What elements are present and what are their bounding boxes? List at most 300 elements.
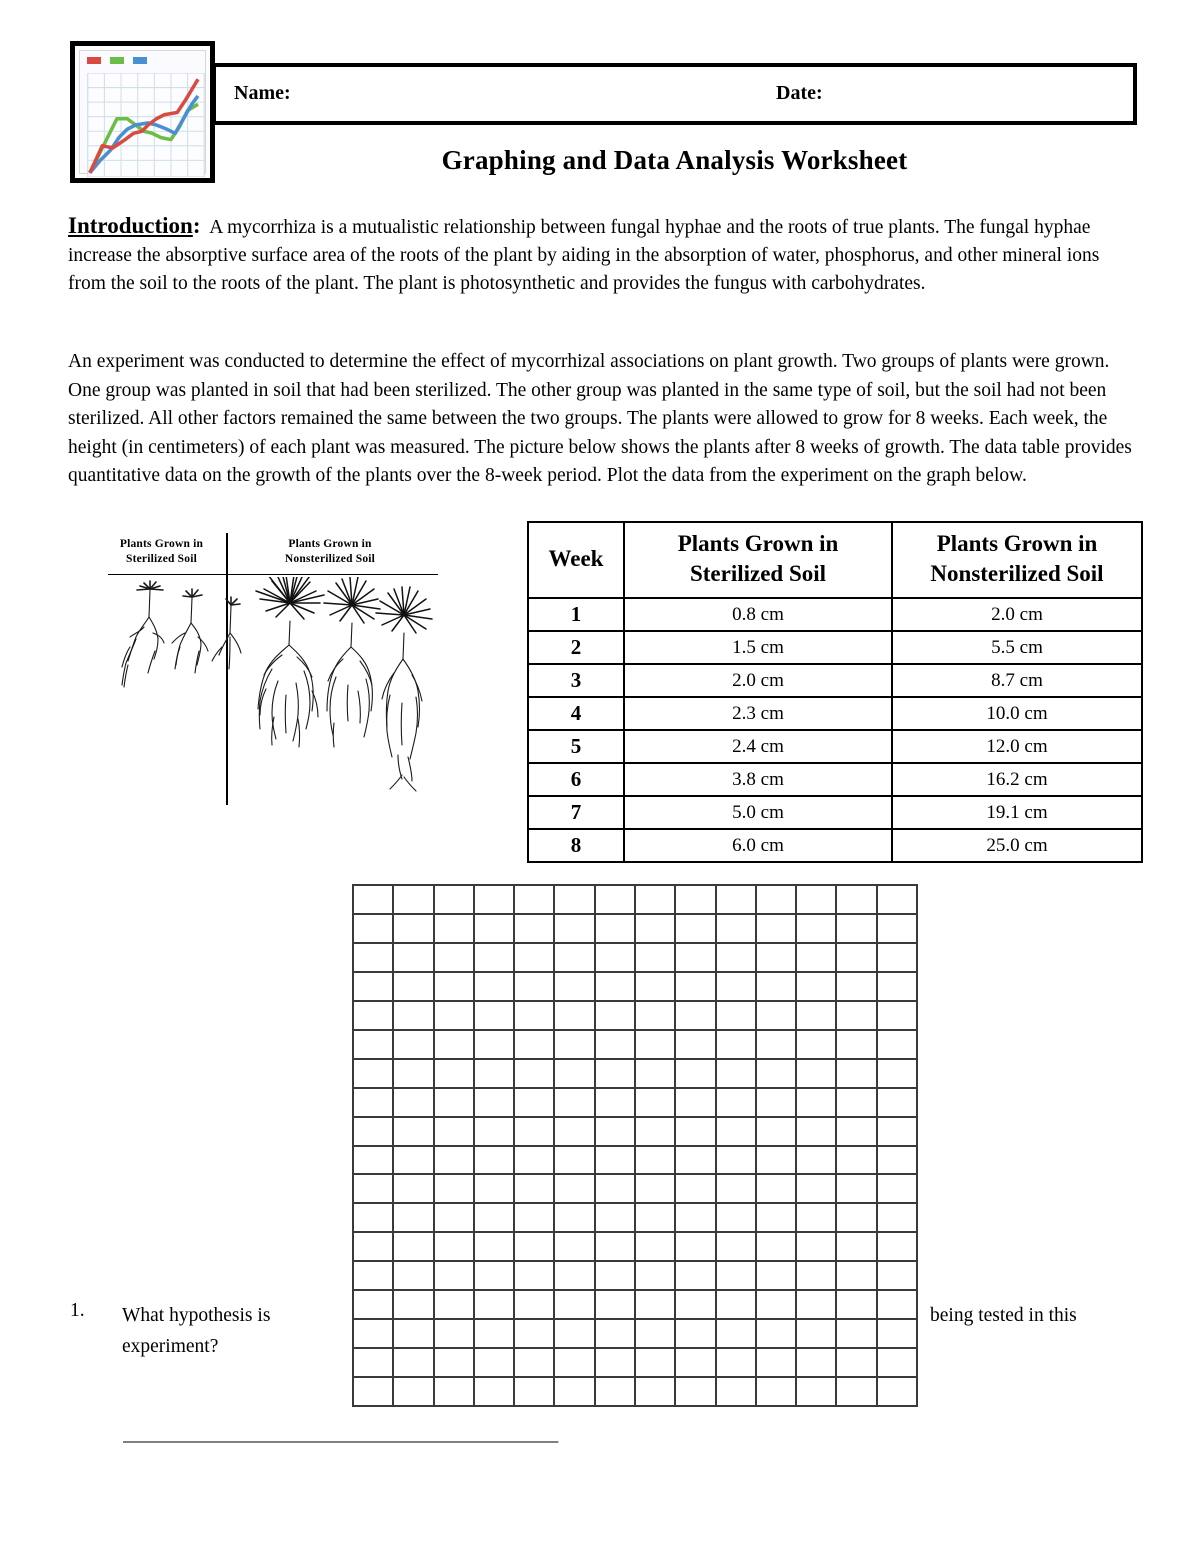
cell-nonsterilized: 19.1 cm: [892, 796, 1142, 829]
grid-cell[interactable]: [837, 1147, 877, 1176]
grid-cell[interactable]: [878, 1378, 918, 1407]
grid-cell[interactable]: [394, 1118, 434, 1147]
page-title: Graphing and Data Analysis Worksheet: [441, 145, 908, 175]
grid-cell[interactable]: [435, 1291, 475, 1320]
question-1-answer-line[interactable]: _______________________________________________: [123, 1424, 558, 1445]
grid-cell[interactable]: [394, 1060, 434, 1089]
grid-cell[interactable]: [837, 944, 877, 973]
grid-cell[interactable]: [435, 1118, 475, 1147]
cell-sterilized: 5.0 cm: [624, 796, 892, 829]
grid-cell[interactable]: [515, 1175, 555, 1204]
grid-cell[interactable]: [636, 1320, 676, 1349]
grid-cell[interactable]: [555, 886, 595, 915]
name-label: Name:: [234, 82, 291, 104]
grid-cell[interactable]: [555, 1378, 595, 1407]
grid-cell[interactable]: [555, 1349, 595, 1378]
grid-cell[interactable]: [676, 1233, 716, 1262]
grid-cell[interactable]: [717, 1118, 757, 1147]
grid-cell[interactable]: [878, 1233, 918, 1262]
grid-cell[interactable]: [636, 1002, 676, 1031]
grid-cell[interactable]: [636, 1147, 676, 1176]
grid-cell[interactable]: [717, 915, 757, 944]
grid-cell[interactable]: [636, 1031, 676, 1060]
grid-cell[interactable]: [394, 886, 434, 915]
grid-cell[interactable]: [354, 1175, 394, 1204]
grid-cell[interactable]: [797, 1291, 837, 1320]
table-row: [528, 598, 1142, 631]
cell-sterilized: 2.3 cm: [624, 697, 892, 730]
grid-cell[interactable]: [475, 1378, 515, 1407]
cell-nonsterilized: 25.0 cm: [892, 829, 1142, 862]
grid-cell[interactable]: [475, 1291, 515, 1320]
grid-cell[interactable]: [354, 1204, 394, 1233]
grid-cell[interactable]: [596, 1060, 636, 1089]
grid-cell[interactable]: [797, 1031, 837, 1060]
grid-cell[interactable]: [757, 1320, 797, 1349]
grid-cell[interactable]: [475, 1204, 515, 1233]
grid-cell[interactable]: [757, 1262, 797, 1291]
grid-cell[interactable]: [878, 1147, 918, 1176]
grid-cell[interactable]: [515, 973, 555, 1002]
grid-cell[interactable]: [435, 1320, 475, 1349]
grid-cell[interactable]: [515, 915, 555, 944]
grid-cell[interactable]: [878, 1262, 918, 1291]
cell-nonsterilized: 10.0 cm: [892, 697, 1142, 730]
cell-nonsterilized: 12.0 cm: [892, 730, 1142, 763]
grid-cell[interactable]: [555, 1262, 595, 1291]
grid-cell[interactable]: [435, 1378, 475, 1407]
grid-cell[interactable]: [676, 973, 716, 1002]
grid-cell[interactable]: [878, 1089, 918, 1118]
grid-cell[interactable]: [797, 1089, 837, 1118]
grid-cell[interactable]: [394, 1349, 434, 1378]
grid-cell[interactable]: [394, 944, 434, 973]
cell-sterilized: 1.5 cm: [624, 631, 892, 664]
grid-cell[interactable]: [757, 1291, 797, 1320]
grid-cell[interactable]: [837, 1089, 877, 1118]
figure-header-rule: [108, 574, 438, 575]
grid-cell[interactable]: [636, 1349, 676, 1378]
grid-cell[interactable]: [596, 1089, 636, 1118]
cell-sterilized: 3.8 cm: [624, 763, 892, 796]
grid-cell[interactable]: [797, 1378, 837, 1407]
grid-cell[interactable]: [475, 1147, 515, 1176]
cell-week: 3: [528, 664, 624, 697]
grid-cell[interactable]: [475, 1031, 515, 1060]
grid-cell[interactable]: [636, 1378, 676, 1407]
grid-cell[interactable]: [676, 1175, 716, 1204]
grid-cell[interactable]: [435, 1262, 475, 1291]
experiment-paragraph: An experiment was conducted to determine the effect of mycorrhizal associations on plant growth. Two groups of plants were grown. One group was planted in soil that had been sterilized. The other group was planted in the same type of soil, but the soil had not been sterilized. All other factors remained the same between the two groups. The plants were allowed to grow for 8 weeks. Each week, the height (in centimeters) of each plant was measured. The picture below shows the plants after 8 weeks of growth. The data table provides quantitative data on the growth of the plants over the 8-week period. Plot the data from the experiment on the graph below.: [68, 351, 1132, 486]
grid-cell[interactable]: [878, 1060, 918, 1089]
grid-cell[interactable]: [354, 944, 394, 973]
graph-logo-icon: [70, 41, 215, 183]
grid-cell[interactable]: [636, 1291, 676, 1320]
grid-cell[interactable]: [676, 1060, 716, 1089]
grid-cell[interactable]: [354, 1060, 394, 1089]
grid-cell[interactable]: [717, 1175, 757, 1204]
grid-cell[interactable]: [676, 1291, 716, 1320]
grid-cell[interactable]: [515, 1118, 555, 1147]
introduction-paragraph: [68, 212, 1133, 298]
grid-cell[interactable]: [394, 973, 434, 1002]
grid-cell[interactable]: [354, 1291, 394, 1320]
grid-cell[interactable]: [354, 1031, 394, 1060]
cell-sterilized: 6.0 cm: [624, 829, 892, 862]
grid-cell[interactable]: [515, 1349, 555, 1378]
grid-cell[interactable]: [757, 1031, 797, 1060]
grid-cell[interactable]: [475, 973, 515, 1002]
grid-cell[interactable]: [797, 886, 837, 915]
date-label: Date:: [776, 82, 823, 104]
grid-cell[interactable]: [757, 1378, 797, 1407]
grid-cell[interactable]: [354, 1002, 394, 1031]
grid-cell[interactable]: [596, 973, 636, 1002]
grid-cell[interactable]: [475, 1349, 515, 1378]
grid-cell[interactable]: [515, 1378, 555, 1407]
grid-cell[interactable]: [636, 1089, 676, 1118]
introduction-body: A mycorrhiza is a mutualistic relationship between fungal hyphae and the roots of true plants. The fungal hyphae increase the absorptive surface area of the roots of the plant by aiding in the absorption of water, phosphorus, and other mineral ions from the soil to the roots of the plant. The plant is photosynthetic and provides the fungus with carbohydrates.: [68, 217, 1100, 294]
grid-cell[interactable]: [354, 1349, 394, 1378]
grid-cell[interactable]: [837, 973, 877, 1002]
grid-cell[interactable]: [757, 1060, 797, 1089]
grid-cell[interactable]: [394, 1204, 434, 1233]
grid-cell[interactable]: [394, 1378, 434, 1407]
grid-cell[interactable]: [837, 886, 877, 915]
grid-cell[interactable]: [757, 1002, 797, 1031]
grid-cell[interactable]: [878, 1349, 918, 1378]
grid-cell[interactable]: [636, 1204, 676, 1233]
grid-cell[interactable]: [837, 1031, 877, 1060]
grid-cell[interactable]: [797, 915, 837, 944]
grid-cell[interactable]: [636, 1060, 676, 1089]
legend-swatch-blue: [133, 57, 147, 64]
grid-cell[interactable]: [394, 1147, 434, 1176]
grid-cell[interactable]: [435, 1349, 475, 1378]
grid-cell[interactable]: [837, 915, 877, 944]
grid-cell[interactable]: [435, 1002, 475, 1031]
grid-cell[interactable]: [555, 1175, 595, 1204]
grid-cell[interactable]: [797, 1204, 837, 1233]
table-row: [528, 829, 1142, 862]
grid-cell[interactable]: [475, 1262, 515, 1291]
cell-nonsterilized: 5.5 cm: [892, 631, 1142, 664]
grid-cell[interactable]: [757, 1118, 797, 1147]
grid-cell[interactable]: [394, 1262, 434, 1291]
grid-cell[interactable]: [636, 944, 676, 973]
grid-cell[interactable]: [757, 973, 797, 1002]
grid-cell[interactable]: [354, 1262, 394, 1291]
grid-cell[interactable]: [717, 973, 757, 1002]
grid-cell[interactable]: [435, 915, 475, 944]
grid-cell[interactable]: [676, 915, 716, 944]
grid-cell[interactable]: [837, 1349, 877, 1378]
grid-cell[interactable]: [636, 915, 676, 944]
grid-cell[interactable]: [596, 1175, 636, 1204]
grid-cell[interactable]: [596, 1378, 636, 1407]
grid-cell[interactable]: [515, 1262, 555, 1291]
question-1-text-right: being tested in this: [930, 1305, 1077, 1326]
cell-week: 5: [528, 730, 624, 763]
grid-cell[interactable]: [837, 1378, 877, 1407]
grid-cell[interactable]: [354, 973, 394, 1002]
grid-cell[interactable]: [757, 915, 797, 944]
grid-cell[interactable]: [475, 1233, 515, 1262]
grid-cell[interactable]: [878, 1204, 918, 1233]
grid-cell[interactable]: [354, 1089, 394, 1118]
grid-cell[interactable]: [394, 1175, 434, 1204]
plant-comparison-figure: [100, 533, 445, 813]
grid-cell[interactable]: [676, 1147, 716, 1176]
figure-label-sterilized: Plants Grown in Sterilized Soil: [119, 538, 204, 565]
grid-cell[interactable]: [717, 1349, 757, 1378]
grid-cell[interactable]: [837, 1175, 877, 1204]
legend-swatch-red: [87, 57, 101, 64]
grid-cell[interactable]: [394, 1291, 434, 1320]
cell-week: 1: [528, 598, 624, 631]
grid-cell[interactable]: [797, 1349, 837, 1378]
grid-cell[interactable]: [435, 1233, 475, 1262]
table-row: [528, 697, 1142, 730]
grid-cell[interactable]: [797, 1002, 837, 1031]
grid-cell[interactable]: [878, 1320, 918, 1349]
grid-cell[interactable]: [837, 1262, 877, 1291]
table-body: [528, 598, 1142, 862]
cell-week: 2: [528, 631, 624, 664]
logo-chart-face: [79, 50, 206, 174]
grid-cell[interactable]: [797, 1262, 837, 1291]
blank-graph-grid[interactable]: [352, 884, 918, 1407]
grid-cell[interactable]: [475, 915, 515, 944]
grid-cell[interactable]: [878, 973, 918, 1002]
grid-cell[interactable]: [596, 915, 636, 944]
grid-cell[interactable]: [717, 1089, 757, 1118]
table-row: [528, 763, 1142, 796]
column-header-week: Week: [528, 522, 624, 598]
grid-cell[interactable]: [878, 1175, 918, 1204]
grid-cell[interactable]: [717, 1378, 757, 1407]
grid-cell[interactable]: [394, 1002, 434, 1031]
grid-cell[interactable]: [878, 886, 918, 915]
grid-cell[interactable]: [354, 1320, 394, 1349]
grid-cell[interactable]: [394, 1233, 434, 1262]
grid-cell[interactable]: [797, 944, 837, 973]
grid-cell[interactable]: [636, 886, 676, 915]
grid-cell[interactable]: [676, 1320, 716, 1349]
grid-cell[interactable]: [515, 1204, 555, 1233]
grid-cell[interactable]: [555, 1291, 595, 1320]
grid-cell[interactable]: [797, 1233, 837, 1262]
grid-cell[interactable]: [596, 1291, 636, 1320]
grid-cell[interactable]: [636, 1262, 676, 1291]
grid-cell[interactable]: [596, 1233, 636, 1262]
grid-cell[interactable]: [676, 944, 716, 973]
grid-cell[interactable]: [837, 1320, 877, 1349]
grid-cell[interactable]: [837, 1204, 877, 1233]
grid-cell[interactable]: [596, 1320, 636, 1349]
grid-cell[interactable]: [394, 915, 434, 944]
grid-cell[interactable]: [676, 1002, 716, 1031]
name-date-box[interactable]: [212, 63, 1137, 125]
grid-cell[interactable]: [555, 1060, 595, 1089]
grid-cell[interactable]: [878, 1118, 918, 1147]
grid-cell[interactable]: [555, 1089, 595, 1118]
grid-cell[interactable]: [475, 944, 515, 973]
grid-cell[interactable]: [435, 886, 475, 915]
grid-cell[interactable]: [878, 944, 918, 973]
grid-cell[interactable]: [757, 1175, 797, 1204]
grid-cell[interactable]: [475, 886, 515, 915]
grid-cell[interactable]: [596, 886, 636, 915]
grid-cell[interactable]: [596, 1031, 636, 1060]
grid-cell[interactable]: [515, 1320, 555, 1349]
table-row: [528, 730, 1142, 763]
cell-week: 7: [528, 796, 624, 829]
grid-cell[interactable]: [394, 1031, 434, 1060]
grid-cell[interactable]: [555, 1147, 595, 1176]
grid-cell[interactable]: [515, 1060, 555, 1089]
grid-cell[interactable]: [636, 1233, 676, 1262]
grid-cell[interactable]: [837, 1118, 877, 1147]
question-1-number: 1.: [70, 1300, 85, 1321]
grid-cell[interactable]: [435, 1060, 475, 1089]
grid-cell[interactable]: [837, 1002, 877, 1031]
grid-cell[interactable]: [555, 973, 595, 1002]
grid-cell[interactable]: [717, 1147, 757, 1176]
grid-cell[interactable]: [717, 1204, 757, 1233]
cell-nonsterilized: 16.2 cm: [892, 763, 1142, 796]
grid-cell[interactable]: [797, 1147, 837, 1176]
grid-cell[interactable]: [555, 1002, 595, 1031]
grid-cell[interactable]: [475, 1002, 515, 1031]
grid-cell[interactable]: [757, 1204, 797, 1233]
grid-cell[interactable]: [797, 973, 837, 1002]
grid-cell[interactable]: [596, 1349, 636, 1378]
grid-cell[interactable]: [515, 1002, 555, 1031]
grid-cell[interactable]: [676, 1031, 716, 1060]
grid-cell[interactable]: [394, 1320, 434, 1349]
cell-sterilized: 2.4 cm: [624, 730, 892, 763]
grid-cell[interactable]: [515, 1089, 555, 1118]
grid-cell[interactable]: [475, 1175, 515, 1204]
question-1-line1: What hypothesis is: [122, 1305, 271, 1326]
grid-cell[interactable]: [676, 1378, 716, 1407]
grid-cell[interactable]: [555, 1204, 595, 1233]
grid-cell[interactable]: [636, 1118, 676, 1147]
grid-cell[interactable]: [676, 886, 716, 915]
grid-cell[interactable]: [757, 1147, 797, 1176]
grid-cell[interactable]: [555, 1031, 595, 1060]
grid-cell[interactable]: [475, 1118, 515, 1147]
grid-cell[interactable]: [555, 1233, 595, 1262]
grid-cell[interactable]: [676, 1204, 716, 1233]
grid-cell[interactable]: [435, 944, 475, 973]
grid-cell[interactable]: [435, 1204, 475, 1233]
logo-legend: [87, 57, 147, 64]
grid-cell[interactable]: [878, 1031, 918, 1060]
grid-cell[interactable]: [354, 886, 394, 915]
grid-cell[interactable]: [596, 1262, 636, 1291]
grid-cell[interactable]: [837, 1060, 877, 1089]
grid-cell[interactable]: [717, 1031, 757, 1060]
cell-week: 4: [528, 697, 624, 730]
grid-cell[interactable]: [515, 944, 555, 973]
grid-cell[interactable]: [596, 1147, 636, 1176]
grid-cell[interactable]: [878, 915, 918, 944]
grid-cell[interactable]: [878, 1291, 918, 1320]
grid-cell[interactable]: [676, 1089, 716, 1118]
grid-cell[interactable]: [837, 1291, 877, 1320]
grid-cell[interactable]: [596, 1118, 636, 1147]
grid-cell[interactable]: [515, 1147, 555, 1176]
grid-cell[interactable]: [435, 1147, 475, 1176]
introduction-heading-colon: :: [192, 213, 201, 238]
grid-cell[interactable]: [636, 1175, 676, 1204]
grid-cell[interactable]: [515, 886, 555, 915]
grid-cell[interactable]: [717, 886, 757, 915]
grid-cell[interactable]: [636, 973, 676, 1002]
grid-cell[interactable]: [435, 973, 475, 1002]
grid-cell[interactable]: [354, 1378, 394, 1407]
grid-cell[interactable]: [717, 944, 757, 973]
grid-cell[interactable]: [797, 1060, 837, 1089]
grid-cell[interactable]: [555, 1320, 595, 1349]
grid-cell[interactable]: [676, 1262, 716, 1291]
grid-cell[interactable]: [757, 1349, 797, 1378]
grid-cell[interactable]: [475, 1060, 515, 1089]
grid-cell[interactable]: [555, 915, 595, 944]
grid-cell[interactable]: [717, 1262, 757, 1291]
grid-cell[interactable]: [596, 1002, 636, 1031]
grid-cell[interactable]: [475, 1089, 515, 1118]
grid-cell[interactable]: [757, 1233, 797, 1262]
grid-cell[interactable]: [394, 1089, 434, 1118]
grid-cell[interactable]: [475, 1320, 515, 1349]
grid-cell[interactable]: [797, 1175, 837, 1204]
grid-cell[interactable]: [435, 1031, 475, 1060]
grid-cell[interactable]: [596, 944, 636, 973]
grid-cell[interactable]: [717, 1002, 757, 1031]
grid-cell[interactable]: [435, 1089, 475, 1118]
grid-cell[interactable]: [797, 1320, 837, 1349]
grid-cell[interactable]: [354, 915, 394, 944]
grid-cell[interactable]: [797, 1118, 837, 1147]
grid-cell[interactable]: [555, 944, 595, 973]
grid-cell[interactable]: [515, 1233, 555, 1262]
grid-cell[interactable]: [878, 1002, 918, 1031]
grid-cell[interactable]: [717, 1060, 757, 1089]
grid-cell[interactable]: [757, 944, 797, 973]
grid-cell[interactable]: [435, 1175, 475, 1204]
grid-cell[interactable]: [717, 1233, 757, 1262]
grid-cell[interactable]: [354, 1147, 394, 1176]
grid-cell[interactable]: [515, 1031, 555, 1060]
grid-cell[interactable]: [676, 1349, 716, 1378]
grid-cell[interactable]: [757, 1089, 797, 1118]
grid-cell[interactable]: [354, 1118, 394, 1147]
grid-cell[interactable]: [354, 1233, 394, 1262]
grid-cell[interactable]: [596, 1204, 636, 1233]
grid-cell[interactable]: [515, 1291, 555, 1320]
grid-cell[interactable]: [676, 1118, 716, 1147]
grid-cell[interactable]: [717, 1320, 757, 1349]
grid-cell[interactable]: [555, 1118, 595, 1147]
grid-cell[interactable]: [717, 1291, 757, 1320]
grid-cell[interactable]: [757, 886, 797, 915]
question-1-text-left: [122, 1300, 337, 1362]
grid-cell[interactable]: [837, 1233, 877, 1262]
figure-label-nonsterilized: Plants Grown in Nonsterilized Soil: [284, 538, 376, 565]
